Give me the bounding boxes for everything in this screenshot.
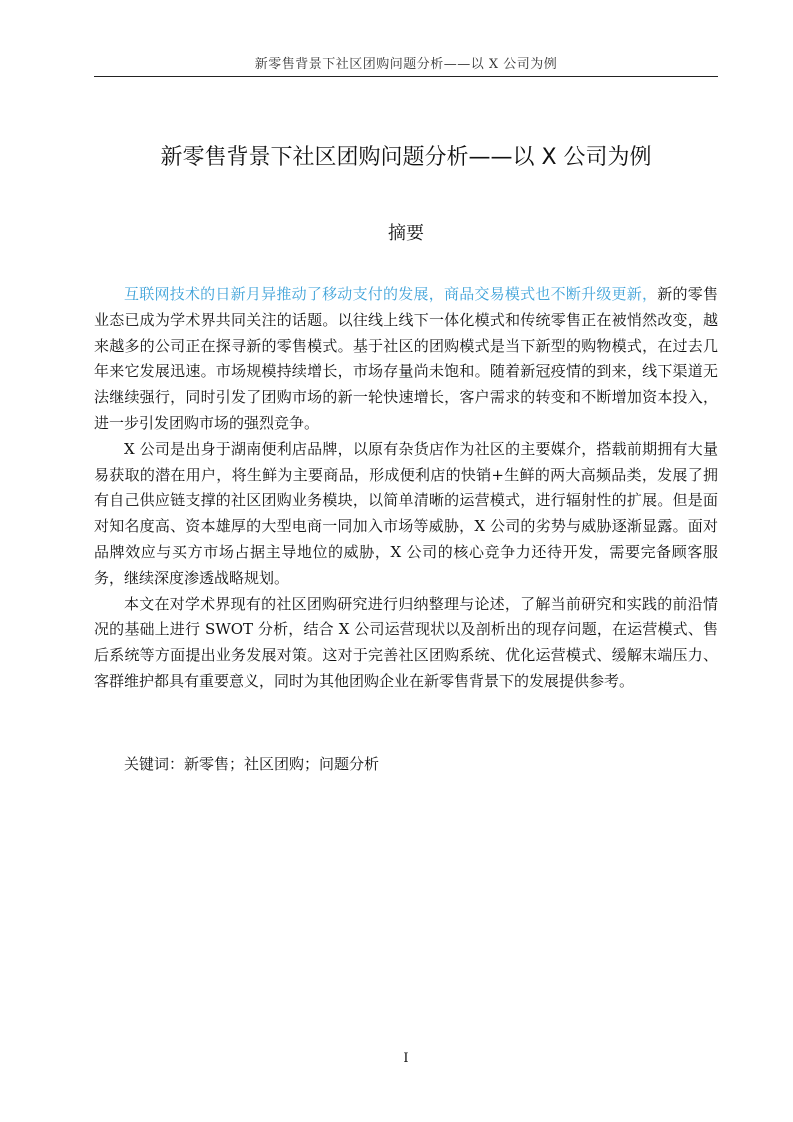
paragraph-text: 新的零售业态已成为学术界共同关注的话题。以往线上线下一体化模式和传统零售正在被悄然改变，越来越多的公司正在探寻新的零售模式。基于社区的团购模式是当下新型的购物模式，在过去几年来它发展迅速。市场规模持续增长，市场存量尚未饱和。随着新冠疫情的到来，线下渠道无法继续强行，同时引发了团购市场的新一轮快速增长，客户需求的转变和不断增加资本投入，进一步引发团购市场的强烈竞争。: [94, 285, 718, 432]
abstract-paragraph-1: [94, 282, 718, 437]
paragraph-text: 本文在对学术界现有的社区团购研究进行归纳整理与论述，了解当前研究和实践的前沿情况的基础上进行 SWOT 分析，结合 X 公司运营现状以及剖析出的现存问题，在运营模式、售后系统等方面提出业务发展对策。这对于完善社区团购系统、优化运营模式、缓解末端压力、客群维护都具有重要意义，同时为其他团购企业在新零售背景下的发展提供参考。: [94, 594, 718, 690]
highlighted-text: 互联网技术的日新月异推动了移动支付的发展，商品交易模式也不断升级更新，: [124, 285, 658, 303]
abstract-body: [94, 282, 718, 695]
keywords-line: 关键词：新零售；社区团购；问题分析: [124, 755, 380, 773]
header-divider: [94, 76, 718, 77]
document-title: 新零售背景下社区团购问题分析——以 X 公司为例: [160, 145, 652, 170]
page-number: I: [403, 1051, 409, 1066]
abstract-paragraph-3: [94, 592, 718, 695]
abstract-paragraph-2: [94, 437, 718, 592]
running-header: 新零售背景下社区团购问题分析——以 X 公司为例: [254, 57, 558, 72]
abstract-heading: 摘要: [388, 223, 424, 244]
paragraph-text: X 公司是出身于湖南便利店品牌，以原有杂货店作为社区的主要媒介，搭载前期拥有大量易获取的潜在用户，将生鲜为主要商品，形成便利店的快销+生鲜的两大高频品类，发展了拥有自己供应链支撑的社区团购业务模块，以简单清晰的运营模式，进行辐射性的扩展。但是面对知名度高、资本雄厚的大型电商一同加入市场等威胁，X 公司的劣势与威胁逐渐显露。面对品牌效应与买方市场占据主导地位的威胁，X 公司的核心竞争力还待开发，需要完备顾客服务，继续深度渗透战略规划。: [94, 439, 718, 587]
